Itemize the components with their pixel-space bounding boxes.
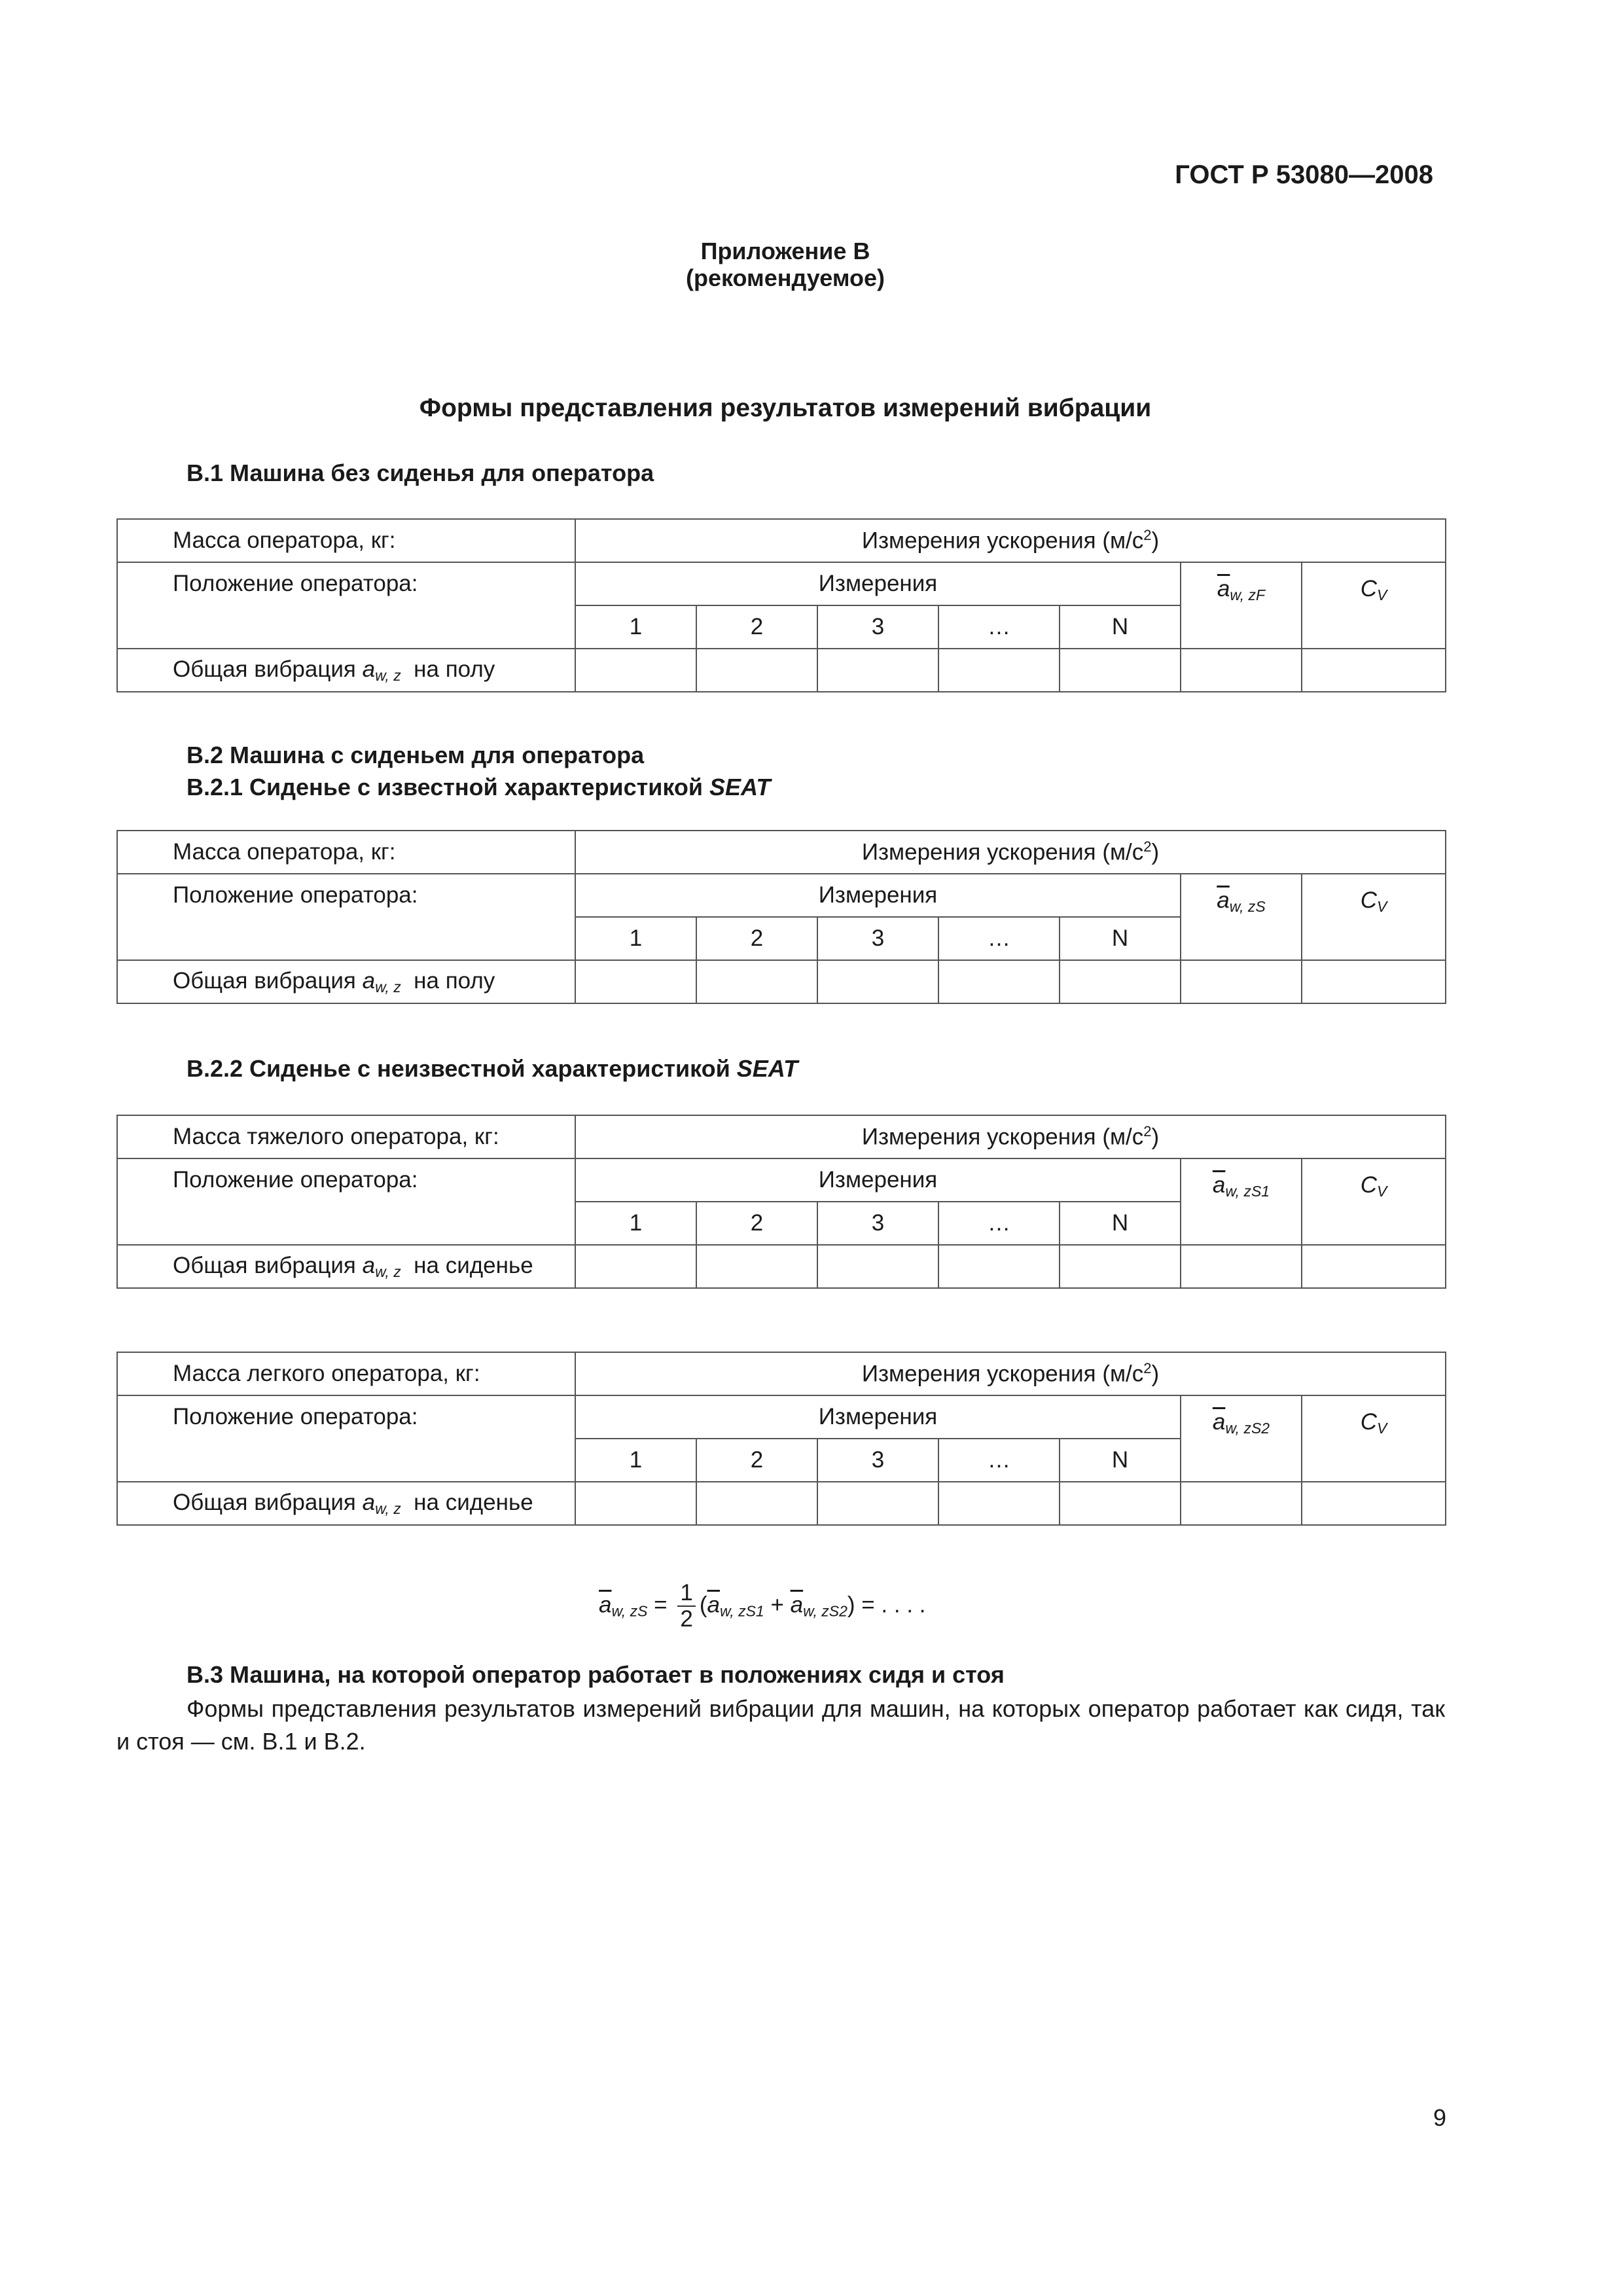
section-b2-heading: В.2 Машина с сиденьем для оператора bbox=[187, 742, 645, 768]
empty-value-cell bbox=[575, 1482, 696, 1525]
empty-value-cell bbox=[1181, 960, 1302, 1003]
empty-value-cell bbox=[1302, 1482, 1446, 1525]
mean-value-header: $\overline{a}_{w, zS}$ bbox=[1181, 874, 1302, 960]
measurement-number: 1 bbox=[575, 605, 696, 649]
section-b21-heading: В.2.1 Сиденье с известной характеристикой SEAT bbox=[187, 774, 771, 800]
measurement-number: N bbox=[1060, 917, 1181, 960]
total-vibration-label-cell: Общая вибрация $a_{w, z}$ на сиденье bbox=[117, 1482, 575, 1525]
measurements-header-cell: Измерения bbox=[575, 1395, 1181, 1439]
measurement-number: 1 bbox=[575, 917, 696, 960]
annex-title: Приложение В bbox=[700, 238, 870, 264]
mass-label-cell: Масса оператора, кг: bbox=[117, 519, 575, 562]
measurement-number: 1 bbox=[575, 1202, 696, 1245]
measurement-number: … bbox=[938, 1202, 1060, 1245]
empty-value-cell bbox=[696, 1482, 817, 1525]
table-b21 bbox=[116, 830, 1446, 1004]
empty-value-cell bbox=[1060, 649, 1181, 692]
mean-seat-vibration-formula: $\overline{a}_{w, zS}$ = $\frac{1}{2}$ $(\overline{a}_{w, zS1} + \overline{a}_{w, zS2})$ = . . . . bbox=[599, 1580, 926, 1632]
empty-value-cell bbox=[817, 960, 938, 1003]
measurements-header-cell: Измерения bbox=[575, 562, 1181, 605]
mean-value-header: $\overline{a}_{w, zF}$ bbox=[1181, 562, 1302, 649]
annex-status: (рекомендуемое) bbox=[686, 264, 885, 291]
heavy-mass-label-cell: Масса тяжелого оператора, кг: bbox=[117, 1115, 575, 1158]
measurement-number: N bbox=[1060, 1202, 1181, 1245]
mass-label-cell: Масса оператора, кг: bbox=[117, 831, 575, 874]
mean-value-header: $\overline{a}_{w, zS1}$ bbox=[1181, 1158, 1302, 1245]
measurement-number: 3 bbox=[817, 1202, 938, 1245]
measurement-number: … bbox=[938, 917, 1060, 960]
document-number: ГОСТ Р 53080—2008 bbox=[1175, 160, 1433, 189]
measurement-number: … bbox=[938, 1439, 1060, 1482]
accel-header-cell: Измерения ускорения $(м/с^2)$ bbox=[575, 1352, 1446, 1395]
empty-value-cell bbox=[575, 960, 696, 1003]
fraction: $\frac{1}{2}$ bbox=[677, 1581, 695, 1632]
cv-header: $C_V$ bbox=[1302, 1158, 1446, 1245]
measurement-number: 1 bbox=[575, 1439, 696, 1482]
measurements-header-cell: Измерения bbox=[575, 1158, 1181, 1202]
total-vibration-label-cell: Общая вибрация $a_{w, z}$ на сиденье bbox=[117, 1245, 575, 1288]
empty-value-cell bbox=[1302, 649, 1446, 692]
measurement-number: N bbox=[1060, 1439, 1181, 1482]
position-label-cell: Положение оператора: bbox=[117, 1158, 575, 1245]
cv-header: $C_V$ bbox=[1302, 1395, 1446, 1482]
main-heading: Формы представления результатов измерений вибрации bbox=[419, 394, 1152, 422]
measurements-header-cell: Измерения bbox=[575, 874, 1181, 917]
table-b22-heavy bbox=[116, 1115, 1446, 1289]
position-label-cell: Положение оператора: bbox=[117, 1395, 575, 1482]
measurement-number: 2 bbox=[696, 605, 817, 649]
empty-value-cell bbox=[1181, 649, 1302, 692]
empty-value-cell bbox=[696, 1245, 817, 1288]
total-vibration-label-cell: Общая вибрация $a_{w, z}$ на полу bbox=[117, 960, 575, 1003]
measurement-number: 2 bbox=[696, 1439, 817, 1482]
section-b22-heading: В.2.2 Сиденье с неизвестной характеристикой SEAT bbox=[187, 1055, 798, 1082]
position-label-cell: Положение оператора: bbox=[117, 562, 575, 649]
empty-value-cell bbox=[817, 1482, 938, 1525]
cv-header: $C_V$ bbox=[1302, 562, 1446, 649]
measurement-number: 3 bbox=[817, 605, 938, 649]
empty-value-cell bbox=[1181, 1482, 1302, 1525]
empty-value-cell bbox=[1060, 1482, 1181, 1525]
accel-header-cell: Измерения ускорения $(м/с^2)$ bbox=[575, 519, 1446, 562]
accel-header-cell: Измерения ускорения $(м/с^2)$ bbox=[575, 831, 1446, 874]
empty-value-cell bbox=[696, 649, 817, 692]
measurement-number: … bbox=[938, 605, 1060, 649]
light-mass-label-cell: Масса легкого оператора, кг: bbox=[117, 1352, 575, 1395]
empty-value-cell bbox=[1302, 1245, 1446, 1288]
empty-value-cell bbox=[938, 649, 1060, 692]
empty-value-cell bbox=[938, 1482, 1060, 1525]
section-b3-heading: В.3 Машина, на которой оператор работает в положениях сидя и стоя bbox=[187, 1661, 1005, 1688]
accel-header-cell: Измерения ускорения $(м/с^2)$ bbox=[575, 1115, 1446, 1158]
empty-value-cell bbox=[575, 649, 696, 692]
page-number: 9 bbox=[1433, 2104, 1446, 2131]
measurement-number: 3 bbox=[817, 917, 938, 960]
measurement-number: N bbox=[1060, 605, 1181, 649]
cv-header: $C_V$ bbox=[1302, 874, 1446, 960]
empty-value-cell bbox=[1060, 960, 1181, 1003]
empty-value-cell bbox=[938, 960, 1060, 1003]
mean-value-header: $\overline{a}_{w, zS2}$ bbox=[1181, 1395, 1302, 1482]
empty-value-cell bbox=[1302, 960, 1446, 1003]
empty-value-cell bbox=[817, 1245, 938, 1288]
empty-value-cell bbox=[575, 1245, 696, 1288]
empty-value-cell bbox=[1181, 1245, 1302, 1288]
measurement-number: 3 bbox=[817, 1439, 938, 1482]
measurement-number: 2 bbox=[696, 1202, 817, 1245]
empty-value-cell bbox=[1060, 1245, 1181, 1288]
table-b1 bbox=[116, 518, 1446, 692]
position-label-cell: Положение оператора: bbox=[117, 874, 575, 960]
section-b1-heading: В.1 Машина без сиденья для оператора bbox=[187, 459, 654, 486]
empty-value-cell bbox=[938, 1245, 1060, 1288]
table-b22-light bbox=[116, 1352, 1446, 1526]
empty-value-cell bbox=[817, 649, 938, 692]
empty-value-cell bbox=[696, 960, 817, 1003]
total-vibration-label-cell: Общая вибрация $a_{w, z}$ на полу bbox=[117, 649, 575, 692]
section-b3-text: Формы представления результатов измерений вибрации для машин, на которых оператор работает как сидя, так и стоя — см. В.1 и В.2. bbox=[116, 1695, 1445, 1755]
measurement-number: 2 bbox=[696, 917, 817, 960]
